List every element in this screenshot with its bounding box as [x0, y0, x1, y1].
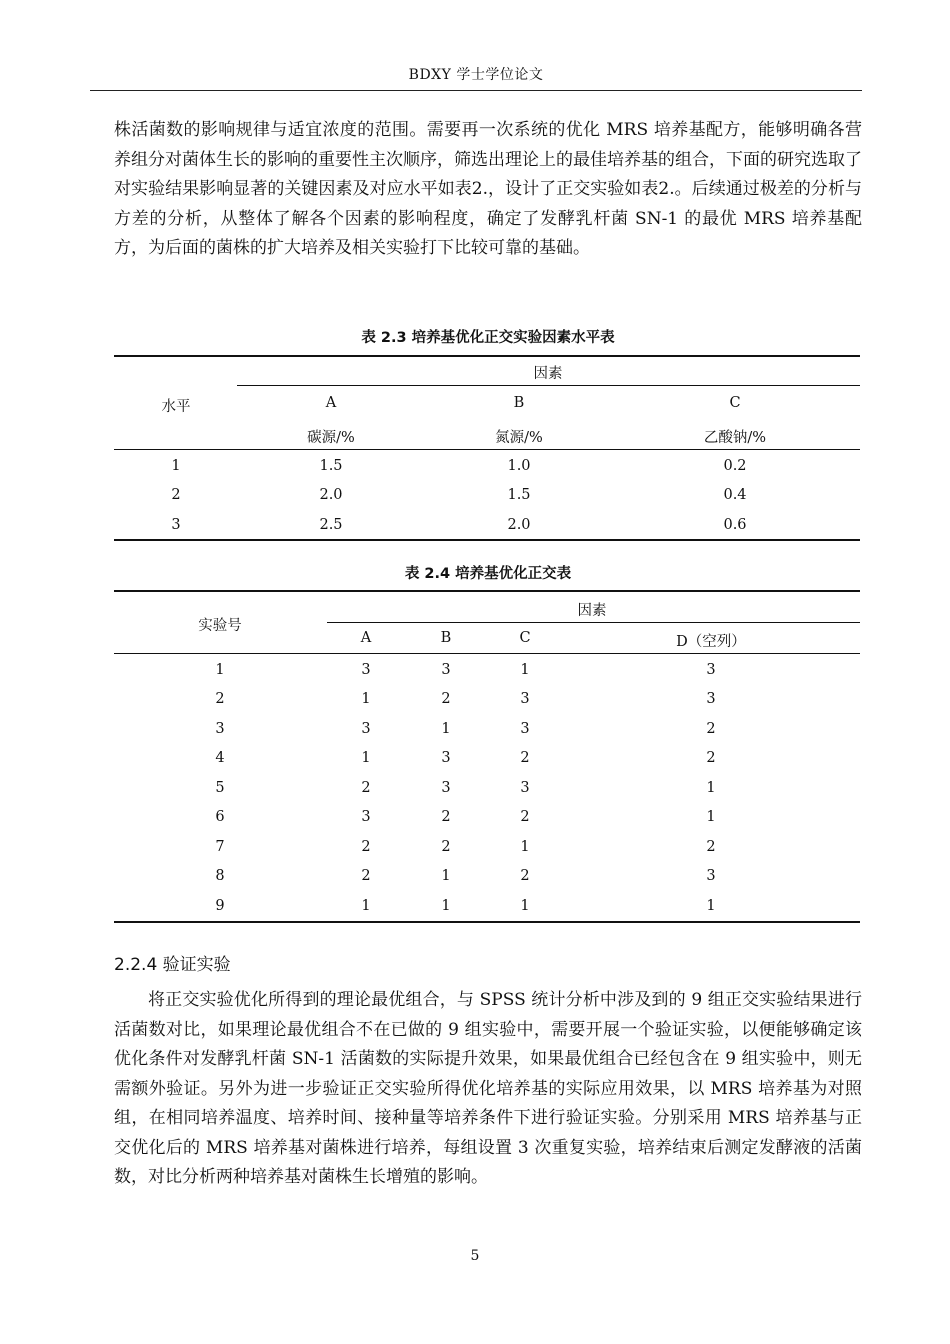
- table2-row4-d: 2: [706, 750, 716, 766]
- table2-row1-a: 3: [361, 662, 371, 678]
- table2-row6-d: 1: [706, 809, 716, 825]
- table1-row3-c: 0.6: [723, 517, 747, 533]
- table2-row8-d: 3: [706, 868, 716, 884]
- table2-row2-c: 3: [520, 691, 530, 707]
- table2-row1-d: 3: [706, 662, 716, 678]
- table2-row3-d: 2: [706, 721, 716, 737]
- table2-row8-exp: 8: [215, 868, 225, 884]
- table2-row7-exp: 7: [215, 839, 225, 855]
- page-number: 5: [470, 1248, 480, 1264]
- table1-row2-c: 0.4: [723, 487, 747, 503]
- table2-row8-c: 2: [520, 868, 530, 884]
- table2-top-rule: [114, 590, 860, 592]
- table2-row5-exp: 5: [215, 780, 225, 796]
- table2-factor-header: 因素: [577, 603, 607, 619]
- table2-row5-c: 3: [520, 780, 530, 796]
- table1-row3-level: 3: [171, 517, 181, 533]
- table2-row2-a: 1: [361, 691, 371, 707]
- table2-row7-b: 2: [441, 839, 451, 855]
- table2-row6-a: 3: [361, 809, 371, 825]
- table1-factor-b-name: 氮源/%: [495, 430, 543, 446]
- table2-row6-c: 2: [520, 809, 530, 825]
- table1-factor-c-code: C: [729, 395, 741, 411]
- table2-row4-c: 2: [520, 750, 530, 766]
- table2-row9-a: 1: [361, 898, 371, 914]
- table1-row2-b: 1.5: [507, 487, 531, 503]
- table1-row3-a: 2.5: [319, 517, 343, 533]
- table2-row5-d: 1: [706, 780, 716, 796]
- table2-row6-b: 2: [441, 809, 451, 825]
- body-paragraph-top: 株活菌数的影响规律与适宜浓度的范围。需要再一次系统的优化 MRS 培养基配方，能够明确各营养组分对菌体生长的影响的重要性主次顺序，筛选出理论上的最佳培养基的组合，下面的研究选取了对实验结果影响显著的关键因素及对应水平如表2.，设计了正交实验如表2.。后续通过极差的分析与方差的分析，从整体了解各个因素的影响程度，确定了发酵乳杆菌 SN-1 的最优 MRS 培养基配方，为后面的菌株的扩大培养及相关实验打下比较可靠的基础。: [114, 120, 863, 258]
- table2-col-a: A: [360, 630, 372, 646]
- table1: [114, 355, 860, 545]
- table2-row8-a: 2: [361, 868, 371, 884]
- table1-bottom-rule: [114, 539, 860, 541]
- table2-col-d: D（空列）: [676, 634, 746, 650]
- table1-header-rule: [114, 449, 860, 450]
- table2-row6-exp: 6: [215, 809, 225, 825]
- table1-row2-a: 2.0: [319, 487, 343, 503]
- table2-row1-exp: 1: [215, 662, 225, 678]
- table2-row4-exp: 4: [215, 750, 225, 766]
- table2-bottom-rule: [114, 921, 860, 923]
- table1-row3-b: 2.0: [507, 517, 531, 533]
- section-heading: 2.2.4 验证实验: [114, 955, 231, 975]
- table2-row7-d: 2: [706, 839, 716, 855]
- table2-exp-header: 实验号: [198, 618, 242, 634]
- table1-factor-header: 因素: [533, 366, 563, 382]
- table2-row3-a: 3: [361, 721, 371, 737]
- table2-col-b: B: [440, 630, 452, 646]
- table2-row5-b: 3: [441, 780, 451, 796]
- table1-caption: 表 2.3 培养基优化正交实验因素水平表: [361, 330, 615, 346]
- table1-factor-rule: [237, 385, 860, 386]
- table1-factor-c-name: 乙酸钠/%: [703, 430, 767, 446]
- table2-row9-c: 1: [520, 898, 530, 914]
- table2-header-rule: [114, 653, 860, 654]
- table1-row1-c: 0.2: [723, 458, 747, 474]
- table1-row1-a: 1.5: [319, 458, 343, 474]
- table2-row3-exp: 3: [215, 721, 225, 737]
- table2-row1-c: 1: [520, 662, 530, 678]
- table2-row2-exp: 2: [215, 691, 225, 707]
- table1-level-header: 水平: [161, 399, 191, 415]
- table2-caption: 表 2.4 培养基优化正交表: [404, 566, 572, 582]
- body-paragraph-bottom: 将正交实验优化所得到的理论最优组合，与 SPSS 统计分析中涉及到的 9 组正交实验结果进行活菌数对比，如果理论最优组合不在已做的 9 组实验中，需要开展一个验证实验，以便能够确定该优化条件对发酵乳杆菌 SN-1 活菌数的实际提升效果，如果最优组合已经包含在 9 组实验中，则无需额外验证。另外为进一步验证正交实验所得优化培养基的实际应用效果，以 MRS 培养基为对照组，在相同培养温度、培养时间、接种量等培养条件下进行验证实验。分别采用 MRS 培养基与正交优化后的 MRS 培养基对菌株进行培养，每组设置 3 次重复实验，培养结束后测定发酵液的活菌数，对比分析两种培养基对菌株生长增殖的影响。: [114, 990, 862, 1187]
- table2: [114, 590, 860, 926]
- table2-row9-exp: 9: [215, 898, 225, 914]
- table2-factor-rule: [327, 622, 860, 623]
- table2-row5-a: 2: [361, 780, 371, 796]
- table2-row3-c: 3: [520, 721, 530, 737]
- table1-top-rule: [114, 355, 860, 357]
- page-header: BDXY 学士学位论文: [408, 67, 544, 83]
- table2-row2-b: 2: [441, 691, 451, 707]
- header-divider: [90, 90, 862, 91]
- table1-row2-level: 2: [171, 487, 181, 503]
- table1-factor-b-code: B: [513, 395, 525, 411]
- table2-row7-c: 1: [520, 839, 530, 855]
- table2-row7-a: 2: [361, 839, 371, 855]
- table1-factor-a-name: 碳源/%: [307, 430, 355, 446]
- table1-row1-b: 1.0: [507, 458, 531, 474]
- table2-row8-b: 1: [441, 868, 451, 884]
- table2-row9-b: 1: [441, 898, 451, 914]
- table2-row4-b: 3: [441, 750, 451, 766]
- table1-factor-a-code: A: [325, 395, 337, 411]
- table2-row4-a: 1: [361, 750, 371, 766]
- table2-row3-b: 1: [441, 721, 451, 737]
- table1-row1-level: 1: [171, 458, 181, 474]
- table2-row2-d: 3: [706, 691, 716, 707]
- table2-row1-b: 3: [441, 662, 451, 678]
- table2-col-c: C: [519, 630, 531, 646]
- table2-row9-d: 1: [706, 898, 716, 914]
